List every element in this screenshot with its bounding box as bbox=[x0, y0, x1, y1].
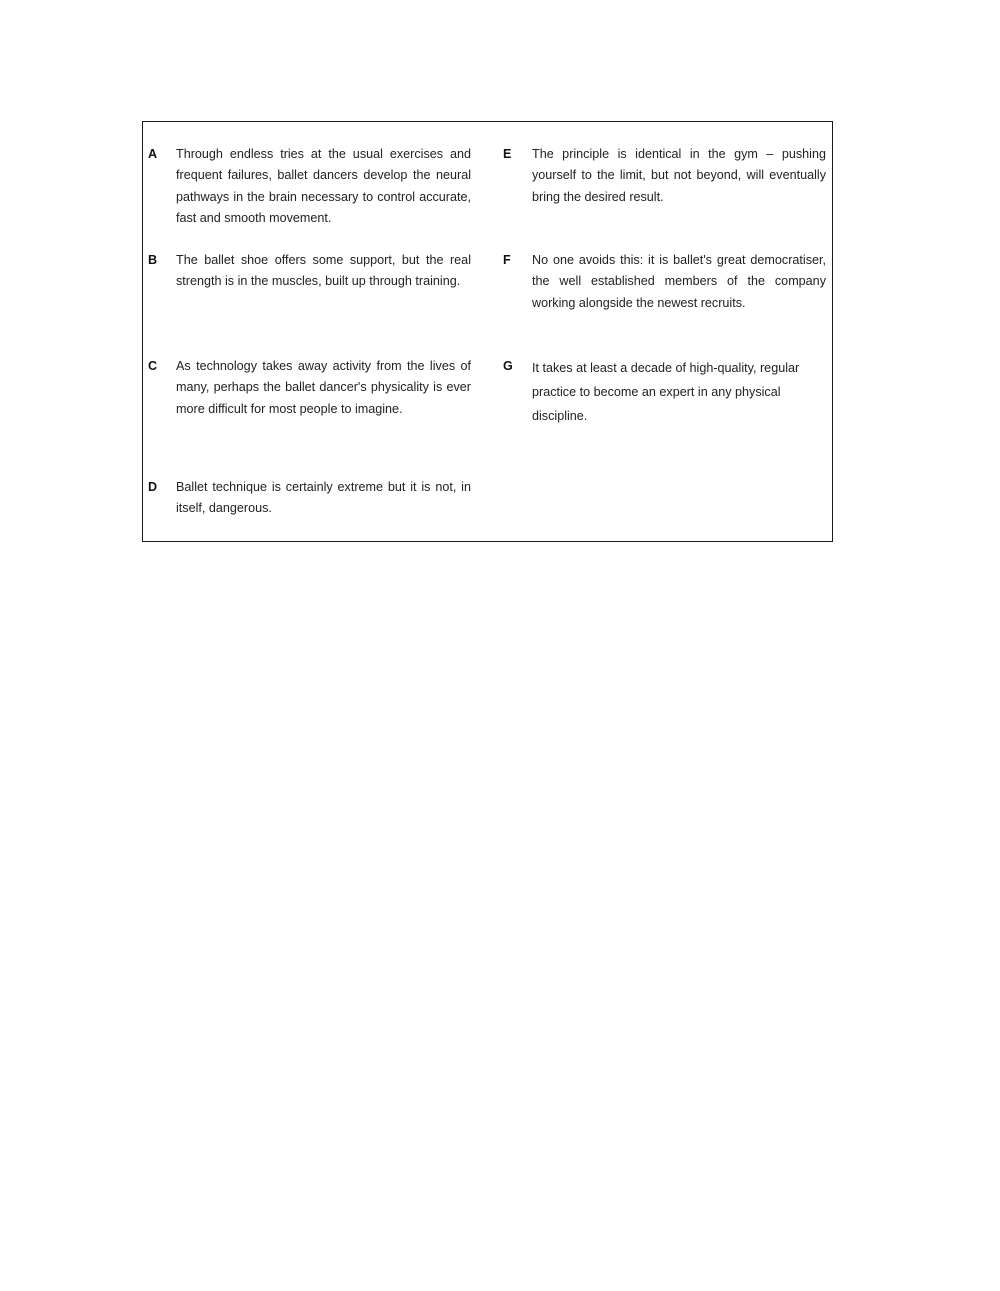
option-text: As technology takes away activity from the lives of many, perhaps the ballet dancer's physicality is ever more difficult for most people to imagine. bbox=[176, 359, 471, 416]
option-letter: A bbox=[148, 147, 158, 161]
option-text: Through endless tries at the usual exercises and frequent failures, ballet dancers develop the neural pathways in the brain necessary to control accurate, fast and smooth movement. bbox=[176, 147, 471, 225]
option-letter: G bbox=[503, 359, 513, 373]
option-letter: F bbox=[503, 253, 511, 267]
option-letter: C bbox=[148, 359, 158, 373]
option-text: The ballet shoe offers some support, but the real strength is in the muscles, built up through training. bbox=[176, 253, 471, 289]
option-text: It takes at least a decade of high-quality, regular practice to become an expert in any physical discipline. bbox=[532, 361, 800, 423]
option-letter: D bbox=[148, 480, 158, 494]
option-text: The principle is identical in the gym – pushing yourself to the limit, but not beyond, will eventually bring the desired result. bbox=[532, 147, 826, 204]
option-letter: E bbox=[503, 147, 512, 161]
option-text: No one avoids this: it is ballet's great democratiser, the well established members of the company working alongside the newest recruits. bbox=[532, 253, 826, 310]
option-letter: B bbox=[148, 253, 158, 267]
option-text: Ballet technique is certainly extreme but it is not, in itself, dangerous. bbox=[176, 480, 471, 516]
